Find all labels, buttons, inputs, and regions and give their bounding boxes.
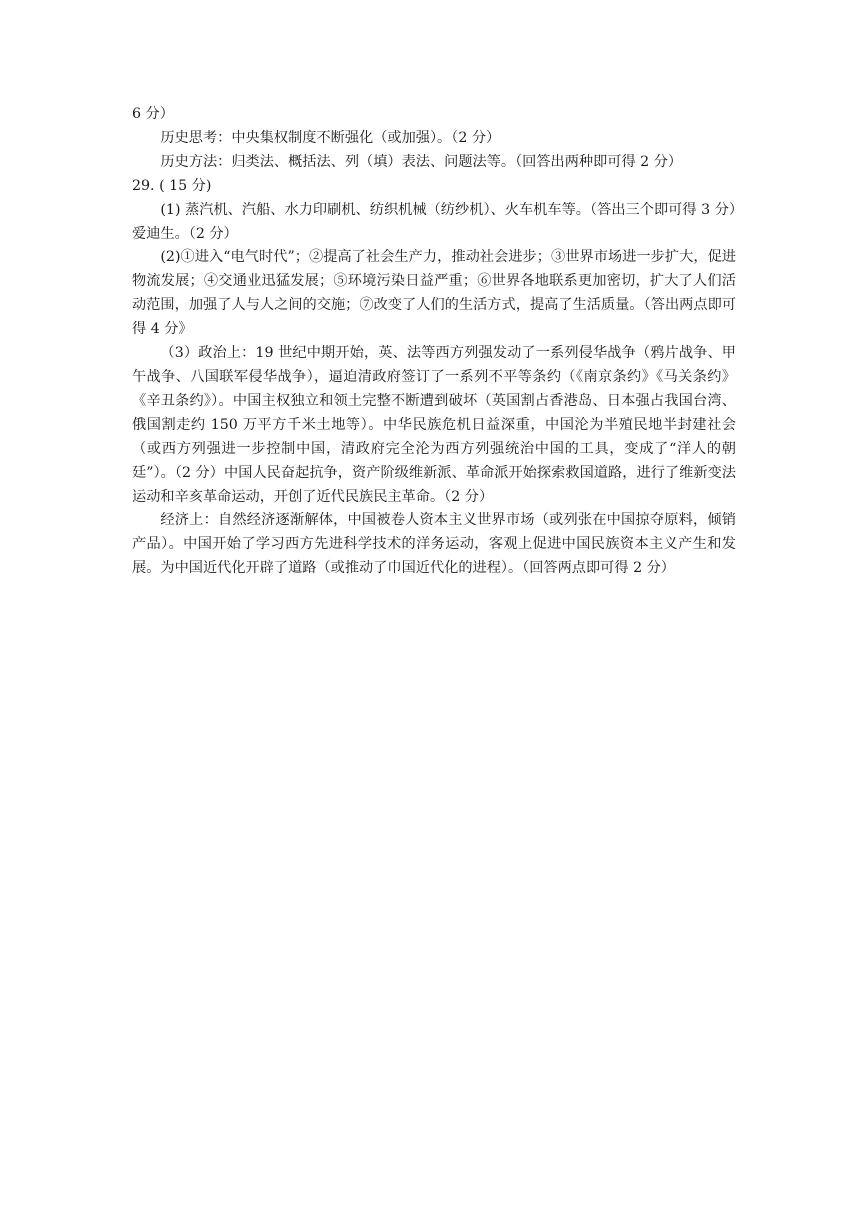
paragraph-score-continuation: 6 分） — [132, 106, 174, 122]
answer-document — [132, 103, 736, 581]
paragraph-historical-method: 历史方法：归类法、概括法、列（填）表法、问题法等。（回答出两种即可得 2 分） — [160, 153, 683, 170]
answer-29-part-3-economy: 经济上：自然经济逐渐解体，中国被卷人资本主义世界市场（或列张在中国掠夺原料，倾销产品）。中国开始了学习西方先进科学技术的洋务运动，客观上促进中国民族资本主义产生和发展。为中国近代化开辟了道路（或推动了巾国近代化的进程）。（回答两点即可得 2 分） — [132, 512, 736, 577]
answer-29-part-3-politics: （3）政治上：19 世纪中期开始，英、法等西方列强发动了一系列侵华战争（鸦片战争、甲午战争、八国联军侵华战争），逼迫清政府签订了一系列不平等条约（《南京条约》《马关条约》《辛丑条约》）。中国主权独立和领土完整不断遭到破坏（英国割占香港岛、日本强占我国台湾、俄国割走约 150 万平方千米土地等）。中华民族危机日益深重，中国沦为半殖民地半封建社会（或西方列强进一步控制中国，清政府完全沦为西方列强统治中国的工具，变成了“洋人的朝廷”）。（2 分）中国人民奋起抗争，资产阶级维新派、革命派开始探索救国道路，进行了维新变法运动和辛亥革命运动，开创了近代民族民主革命。（2 分） — [132, 345, 736, 505]
paragraph-historical-thinking: 历史思考：中央集权制度不断强化（或加强）。（2 分） — [160, 129, 501, 146]
answer-29-part-1: (1) 蒸汽机、汽船、水力印刷机、纺织机械（纺纱机）、火车机车等。（答出三个即可得 3 分）爱迪生。（2 分） — [132, 201, 736, 242]
question-29-heading: 29. ( 15 分) — [132, 177, 212, 194]
answer-29-part-2: (2)①进入“电气时代”；②提高了社会生产力，推动社会进步；③世界市场进一步扩大，促进物流发展；④交通业迅猛发展；⑤环境污染日益严重；⑥世界各地联系更加密切，扩大了人们活动范围，加强了人与人之间的交施；⑦改变了人们的生活方式，提高了生活质量。（答出两点即可得 4 分》 — [132, 249, 736, 338]
